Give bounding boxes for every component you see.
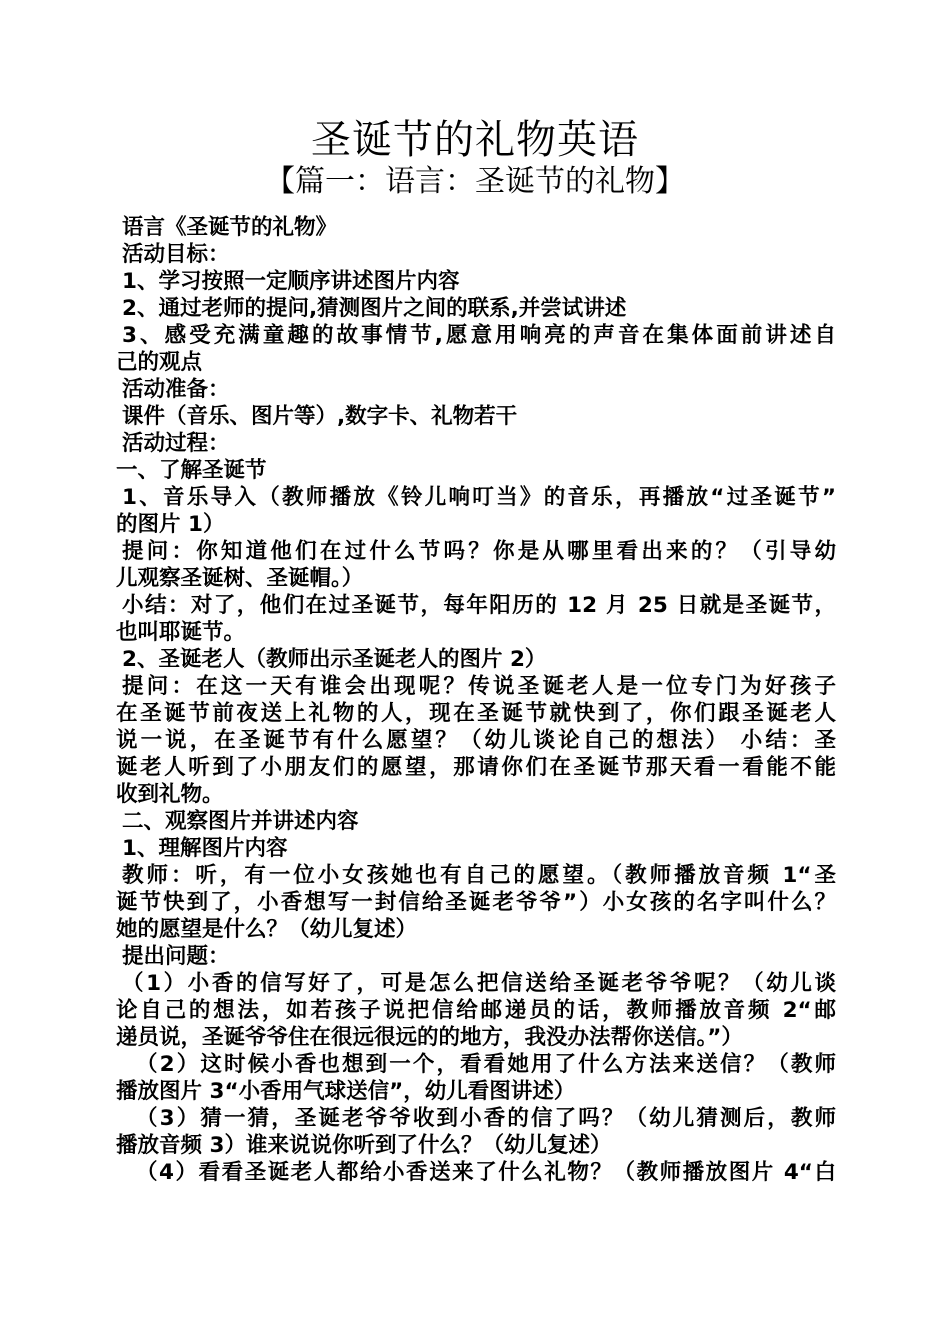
text-line: 活动过程： xyxy=(122,431,230,456)
text-line: 一、了解圣诞节 xyxy=(116,458,267,483)
text-line: 2、通过老师的提问,猜测图片之间的联系,并尝试讲述 xyxy=(122,296,627,321)
text-line: 1、理解图片内容 xyxy=(122,836,288,861)
text-line: 播放音频 3）谁来说说你听到了什么？（幼儿复述） xyxy=(116,1133,612,1158)
text-line: 收到礼物。 xyxy=(116,782,224,807)
text-line: （1）小香的信写好了，可是怎么把信送给圣诞老爷爷呢？（幼儿谈 xyxy=(122,971,836,996)
text-line: 在圣诞节前夜送上礼物的人，现在圣诞节就快到了，你们跟圣诞老人 xyxy=(116,701,836,726)
text-line: 语言《圣诞节的礼物》 xyxy=(122,215,338,240)
document-title: 圣诞节的礼物英语 xyxy=(311,117,639,163)
text-line: （2）这时候小香也想到一个，看看她用了什么方法来送信？（教师 xyxy=(136,1052,836,1077)
text-line: 2、圣诞老人（教师出示圣诞老人的图片 2） xyxy=(122,647,547,672)
text-line: 播放图片 3“小香用气球送信”，幼儿看图讲述） xyxy=(116,1079,576,1104)
text-line: 课件（音乐、图片等）,数字卡、礼物若干 xyxy=(122,404,518,429)
document-body xyxy=(116,214,836,1186)
text-line: 提问：你知道他们在过什么节吗？你是从哪里看出来的？（引导幼 xyxy=(122,539,836,564)
text-line: 小结：对了，他们在过圣诞节，每年阳历的 12 月 25 日就是圣诞节， xyxy=(122,593,836,618)
text-line: 诞节快到了，小香想写一封信给圣诞老爷爷”）小女孩的名字叫什么？ xyxy=(116,890,836,915)
text-line: 教师：听，有一位小女孩她也有自己的愿望。（教师播放音频 1“圣 xyxy=(122,863,836,888)
text-line: 论自己的想法，如若孩子说把信给邮递员的话，教师播放音频 2“邮 xyxy=(116,998,836,1023)
text-line: 活动目标： xyxy=(122,242,230,267)
text-line: （4）看看圣诞老人都给小香送来了什么礼物？（教师播放图片 4“白 xyxy=(136,1160,836,1185)
text-line: 1、学习按照一定顺序讲述图片内容 xyxy=(122,269,460,294)
text-line: 1、音乐导入（教师播放《铃儿响叮当》的音乐，再播放“过圣诞节” xyxy=(122,485,836,510)
text-line: 的图片 1） xyxy=(116,512,225,537)
text-line: 也叫耶诞节。 xyxy=(116,620,246,645)
text-line: 提问：在这一天有谁会出现呢？传说圣诞老人是一位专门为好孩子 xyxy=(122,674,836,699)
text-line: 她的愿望是什么？（幼儿复述） xyxy=(116,917,418,942)
text-line: 递员说，圣诞爷爷住在很远很远的的地方，我没办法帮你送信。”） xyxy=(116,1025,743,1050)
text-line: 活动准备： xyxy=(122,377,230,402)
text-line: 儿观察圣诞树、圣诞帽。） xyxy=(116,566,364,591)
text-line: 3、感受充满童趣的故事情节,愿意用响亮的声音在集体面前讲述自 xyxy=(122,323,836,348)
text-line: 二、观察图片并讲述内容 xyxy=(122,809,359,834)
text-line: 诞老人听到了小朋友们的愿望，那请你们在圣诞节那天看一看能不能 xyxy=(116,755,836,780)
text-line: 提出问题： xyxy=(122,944,230,969)
text-line: 说一说，在圣诞节有什么愿望？（幼儿谈论自己的想法） 小结：圣 xyxy=(116,728,836,753)
text-line: （3）猜一猜，圣诞老爷爷收到小香的信了吗？（幼儿猜测后，教师 xyxy=(136,1106,836,1131)
document-subtitle: 【篇一：语言：圣诞节的礼物】 xyxy=(265,164,685,199)
text-line: 己的观点 xyxy=(116,350,203,375)
